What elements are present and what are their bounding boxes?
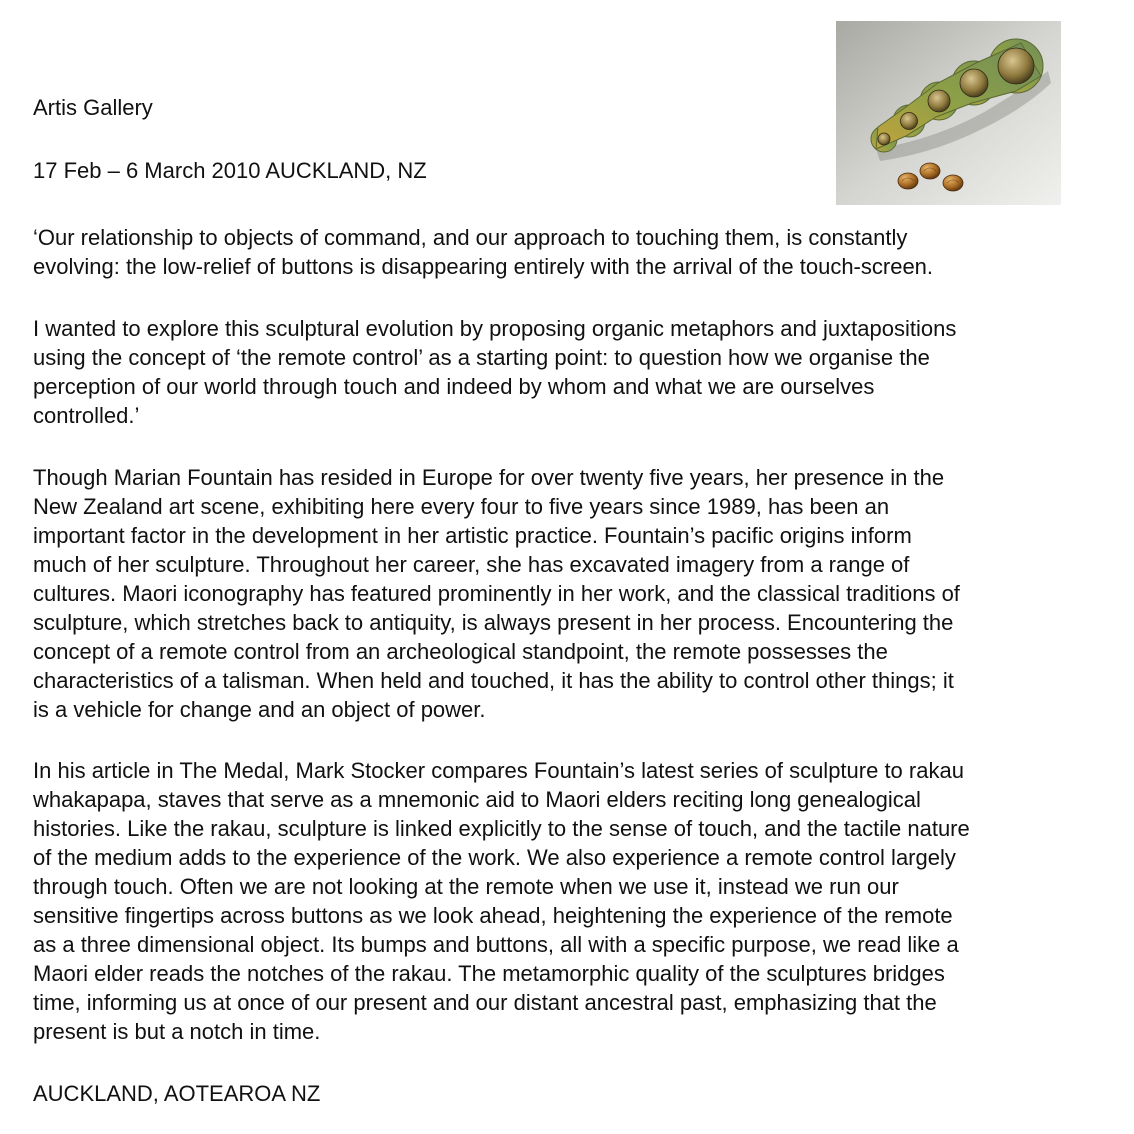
text-line: Maori elder reads the notches of the rakau. The metamorphic quality of the sculptures bridges — [33, 961, 945, 986]
text-line: as a three dimensional object. Its bumps and buttons, all with a specific purpose, we read like a — [33, 932, 959, 957]
text-line: is a vehicle for change and an object of power. — [33, 697, 486, 722]
text-line: much of her sculpture. Throughout her career, she has excavated imagery from a range of — [33, 552, 910, 577]
text-line: controlled.’ — [33, 403, 140, 428]
text-line: using the concept of ‘the remote control’ as a starting point: to question how we organise the — [33, 345, 930, 370]
text-line: sensitive fingertips across buttons as we look ahead, heightening the experience of the remote — [33, 903, 953, 928]
text-line: Though Marian Fountain has resided in Europe for over twenty five years, her presence in the — [33, 465, 945, 490]
sculpture-photo — [836, 21, 1061, 205]
gallery-name: Artis Gallery — [33, 95, 153, 120]
text-line: time, informing us at once of our present and our distant ancestral past, emphasizing that the — [33, 990, 937, 1015]
text-line: In his article in The Medal, Mark Stocker compares Fountain’s latest series of sculpture to rakau — [33, 758, 964, 783]
quote-paragraph-2 — [33, 314, 1108, 430]
text-line: whakapapa, staves that serve as a mnemonic aid to Maori elders reciting long genealogical — [33, 787, 921, 812]
quote-paragraph-1 — [33, 223, 1108, 281]
text-line: of the medium adds to the experience of the work. We also experience a remote control largely — [33, 845, 956, 870]
text-line: perception of our world through touch and indeed by whom and what we are ourselves — [33, 374, 875, 399]
text-line: histories. Like the rakau, sculpture is linked explicitly to the sense of touch, and the tactile nature — [33, 816, 970, 841]
text-line: New Zealand art scene, exhibiting here every four to five years since 1989, has been an — [33, 494, 890, 519]
text-line: sculpture, which stretches back to antiquity, is always present in her process. Encountering the — [33, 610, 954, 635]
text-line: important factor in the development in her artistic practice. Fountain’s pacific origins inform — [33, 523, 912, 548]
text-line: characteristics of a talisman. When held and touched, it has the ability to control other things; it — [33, 668, 954, 693]
text-line: concept of a remote control from an archeological standpoint, the remote possesses the — [33, 639, 888, 664]
text-line: ‘Our relationship to objects of command, and our approach to touching them, is constantly — [33, 225, 908, 250]
article-paragraph — [33, 756, 1108, 1046]
text-line: cultures. Maori iconography has featured prominently in her work, and the classical traditions of — [33, 581, 960, 606]
text-line: evolving: the low-relief of buttons is disappearing entirely with the arrival of the touch-screen. — [33, 254, 934, 279]
text-line: I wanted to explore this sculptural evolution by proposing organic metaphors and juxtapositions — [33, 316, 957, 341]
text-line: present is but a notch in time. — [33, 1019, 321, 1044]
text-line: through touch. Often we are not looking at the remote when we use it, instead we run our — [33, 874, 899, 899]
artist-paragraph — [33, 463, 1108, 724]
footer-location: AUCKLAND, AOTEAROA NZ — [33, 1081, 321, 1106]
exhibition-dates: 17 Feb – 6 March 2010 AUCKLAND, NZ — [33, 158, 427, 183]
